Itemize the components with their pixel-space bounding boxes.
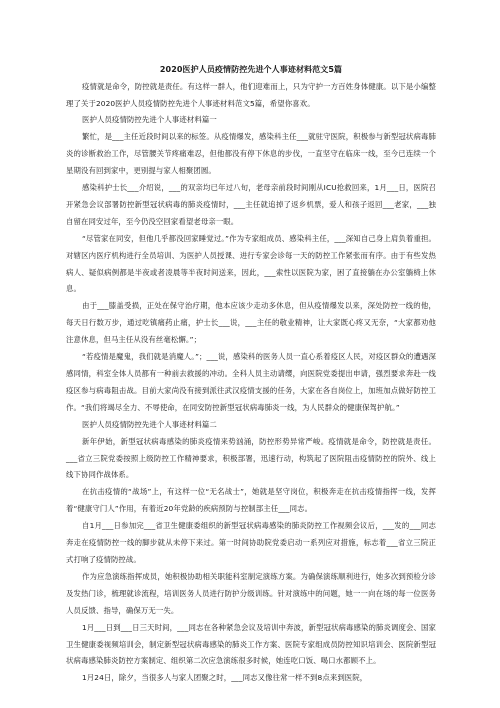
body-paragraph: 在抗击疫情的“战场”上，有这样一位“无名战士”，她就是坚守岗位，积极奔走在抗击疫情指挥一线，发挥着“健康守门人”作用，有着近20年党龄的疾病预防与控制部主任___同志。 [66,487,436,514]
body-paragraph: 感染科护士长___介绍说，___的双亲均已年过八旬，老母亲前段时间刚从ICU抢救回来，1月___日，医院召开紧急会议部署防控新型冠状病毒的肺炎疫情时，___主任就追掉了返乡机票，爱人和孩子返回___老家，___独自留在同安过年，至今仍没空回家看望老母亲一眼。 [66,183,436,226]
body-paragraph: 自1月___日参加完___省卫生健康委组织的新型冠状病毒感染的肺炎防控工作视频会议后，___发的___同志奔走在疫情防控一线的脚步就从未停下来过。第一时间协助院党委启动一系列应对措施，标志着___省立三院正式打响了疫情防控战。 [66,521,436,564]
body-paragraph: 1月24日，除夕，当很多人与家人团聚之时，___同志又像往常一样不到8点来到医院， [82,673,368,683]
body-paragraph: “尽管家在同安，但他几乎都没回家睡觉过。”作为专家组成员、感染科主任，___深知自己身上肩负着重担。对辖区内医疗机构进行全员培训、为医护人员授课、进行专家会诊每一天的防控工作紧张而有序。由于有些发热病人、疑似病例都是半夜或者凌晨等半夜时间送来，因此，___索性以医院为家，困了直接躺在办公室躺椅上休息。 [66,233,436,294]
body-paragraph: 新年伊始，新型冠状病毒感染的肺炎疫情来势汹涌，防控形势异常严峻。疫情就是命令，防控就是责任。___省立三院党委按照上级防控工作精神要求，积极部署，迅速行动，构筑起了医院阻击疫情防控的院外、线上线下协同作战体系。 [66,436,436,480]
intro-paragraph: 疫情就是命令，防控就是责任。有这样一群人，他们迎难而上，只为守护一方百姓身体健康。以下是小编整理了关于2020医护人员疫情防控先进个人事迹材料范文5篇，希望你喜欢。 [66,81,436,108]
body-paragraph: 1月___日到___日三天时间，___同志在各种紧急会议及培训中奔波，新型冠状病毒感染的肺炎调度会、国家卫生健康委视频培训会，制定新型冠状病毒感染的肺炎工作方案、医院专家组成员防控知识培训会、医院新型冠状病毒感染肺炎防控方案制定、组织第二次应急演练很多时候，她连吃口饭、喝口水都顾不上。 [66,622,436,666]
body-paragraph: “若疫情是魔鬼，我们就是消魔人。”；___说，感染科的医务人员一直心系着疫区人民，对疫区群众的遭遇深感同情，科室全体人员都有一种前去救援的冲动。全科人员主动请缨，向医院党委提出申请，强烈要求奔赴一线疫区参与病毒阻击战。目前大家尚没有接到派往武汉疫情支援的任务，大家在各自岗位上，加班加点做好防控工作。“我们将竭尽全力、不辱使命，在同安防控新型冠状病毒肺炎一线，为人民群众的健康保驾护航。” [66,352,436,412]
section-heading-two: 医护人员疫情防控先进个人事迹材料篇二 [82,419,217,429]
section-heading-one: 医护人员疫情防控先进个人事迹材料篇一 [82,115,217,125]
body-paragraph: 作为应急演练指挥成员，她积极协助相关职能科室制定演练方案。为确保演练顺利进行，她多次到预检分诊及发热门诊，梳理就诊流程，培训医务人员进行防护分级训练。针对演练中的问题，她一一向在场的每一位医务人员反馈、指导，确保万无一失。 [66,571,436,615]
body-paragraph: 繁忙，是___主任近段时间以来的标签。从疫情爆发，感染科主任___就驻守医院，积极参与新型冠状病毒肺炎的诊断救治工作，尽管腰关节疼痛难忍，但他都没有停下休息的步伐，一直坚守在临床一线，至今已连续一个星期没有回到家中，更别提与家人相聚团圆。 [66,132,436,176]
body-paragraph: 由于___膝盖受损，正处在保守治疗期，他本应该少走动多休息，但从疫情爆发以来，深处防控一线的他，每天日行数万步，通过吃镇痛药止痛，护士长___说，___主任的敬业精神，让大家既心疼又无奈，“大家都劝他注意休息，但马主任从没有丝毫松懈。”； [66,301,436,345]
document-title: 2020医护人员疫情防控先进个人事迹材料范文5篇 [159,65,343,74]
